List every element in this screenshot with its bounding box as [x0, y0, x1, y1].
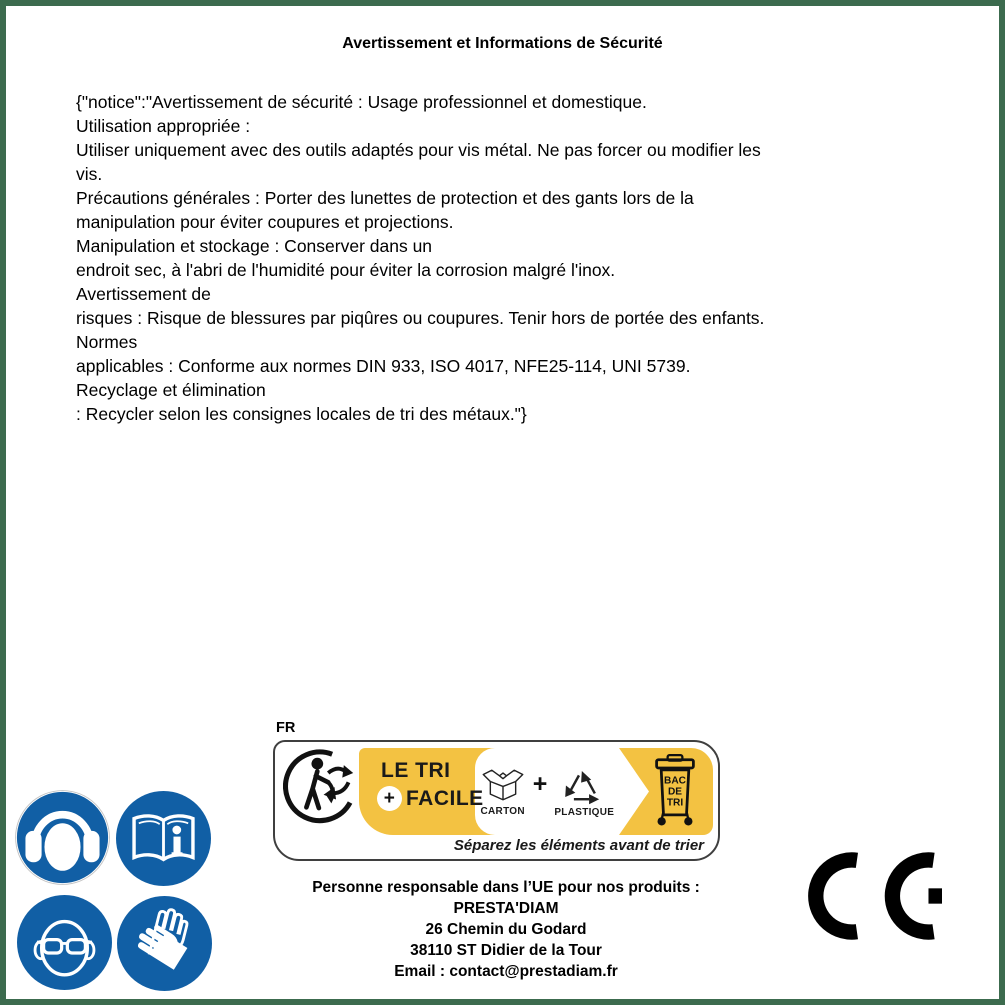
ear-protection-icon — [15, 790, 110, 885]
safety-notice-text — [76, 90, 986, 426]
notice-line: : Recycler selon les consignes locales de tri des métaux."} — [76, 404, 527, 424]
email-line: Email : contact@prestadiam.fr — [394, 963, 618, 980]
plus-circle-icon: + — [377, 786, 402, 811]
responsible-line: Personne responsable dans l’UE pour nos produits : — [312, 879, 700, 896]
eye-protection-icon — [17, 895, 112, 990]
headline-facile: FACILE — [406, 786, 484, 810]
notice-line: Utiliser uniquement avec des outils adaptés pour vis métal. Ne pas forcer ou modifier les — [76, 140, 761, 160]
notice-line: Manipulation et stockage : Conserver dans un — [76, 236, 433, 256]
notice-line: applicables : Conforme aux normes DIN 933, ISO 4017, NFE25-114, UNI 5739. — [76, 356, 691, 376]
notice-line: manipulation pour éviter coupures et projections. — [76, 212, 454, 232]
notice-line: Normes — [76, 332, 138, 352]
hand-protection-icon — [117, 896, 212, 991]
bin-text-line: BAC — [664, 775, 686, 787]
sorting-bin-icon — [652, 751, 698, 831]
fr-country-label: FR — [276, 720, 296, 736]
bin-text-line: TRI — [666, 797, 684, 809]
notice-line: Utilisation appropriée : — [76, 116, 251, 136]
bin-text-line: DE — [667, 786, 683, 798]
notice-line: Précautions générales : Porter des lunettes de protection et des gants lors de la — [76, 188, 694, 208]
carton-box-icon — [480, 766, 526, 804]
notice-line: Recyclage et élimination — [76, 380, 266, 400]
triman-icon — [283, 748, 361, 826]
headline-line1: LE TRI — [381, 759, 451, 782]
info-tri-banner — [273, 740, 720, 861]
address-line: 38110 ST Didier de la Tour — [410, 942, 602, 959]
address-line: 26 Chemin du Godard — [425, 921, 587, 938]
materials-section — [475, 748, 619, 835]
materials-plus-sign: + — [532, 770, 548, 798]
notice-line: Avertissement de — [76, 284, 211, 304]
material-plastique — [554, 766, 614, 818]
plastique-label: PLASTIQUE — [554, 806, 615, 818]
notice-line: {"notice":"Avertissement de sécurité : Usage professionnel et domestique. — [76, 92, 647, 112]
carton-label: CARTON — [480, 806, 525, 817]
company-name: PRESTA'DIAM — [453, 900, 559, 917]
recycling-loop-icon — [562, 766, 606, 805]
headline-line2 — [377, 786, 484, 811]
sorting-tagline: Séparez les éléments avant de trier — [453, 837, 704, 854]
material-carton — [480, 766, 526, 817]
page-title: Avertissement et Informations de Sécurité — [342, 35, 663, 52]
ce-marking-icon — [805, 849, 942, 943]
le-tri-facile-headline — [377, 759, 484, 811]
responsible-person-block — [258, 877, 754, 982]
notice-line: risques : Risque de blessures par piqûres ou coupures. Tenir hors de portée des enfants. — [76, 308, 765, 328]
notice-line: vis. — [76, 164, 103, 184]
read-manual-icon — [116, 791, 211, 886]
notice-line: endroit sec, à l'abri de l'humidité pour éviter la corrosion malgré l'inox. — [76, 260, 616, 280]
